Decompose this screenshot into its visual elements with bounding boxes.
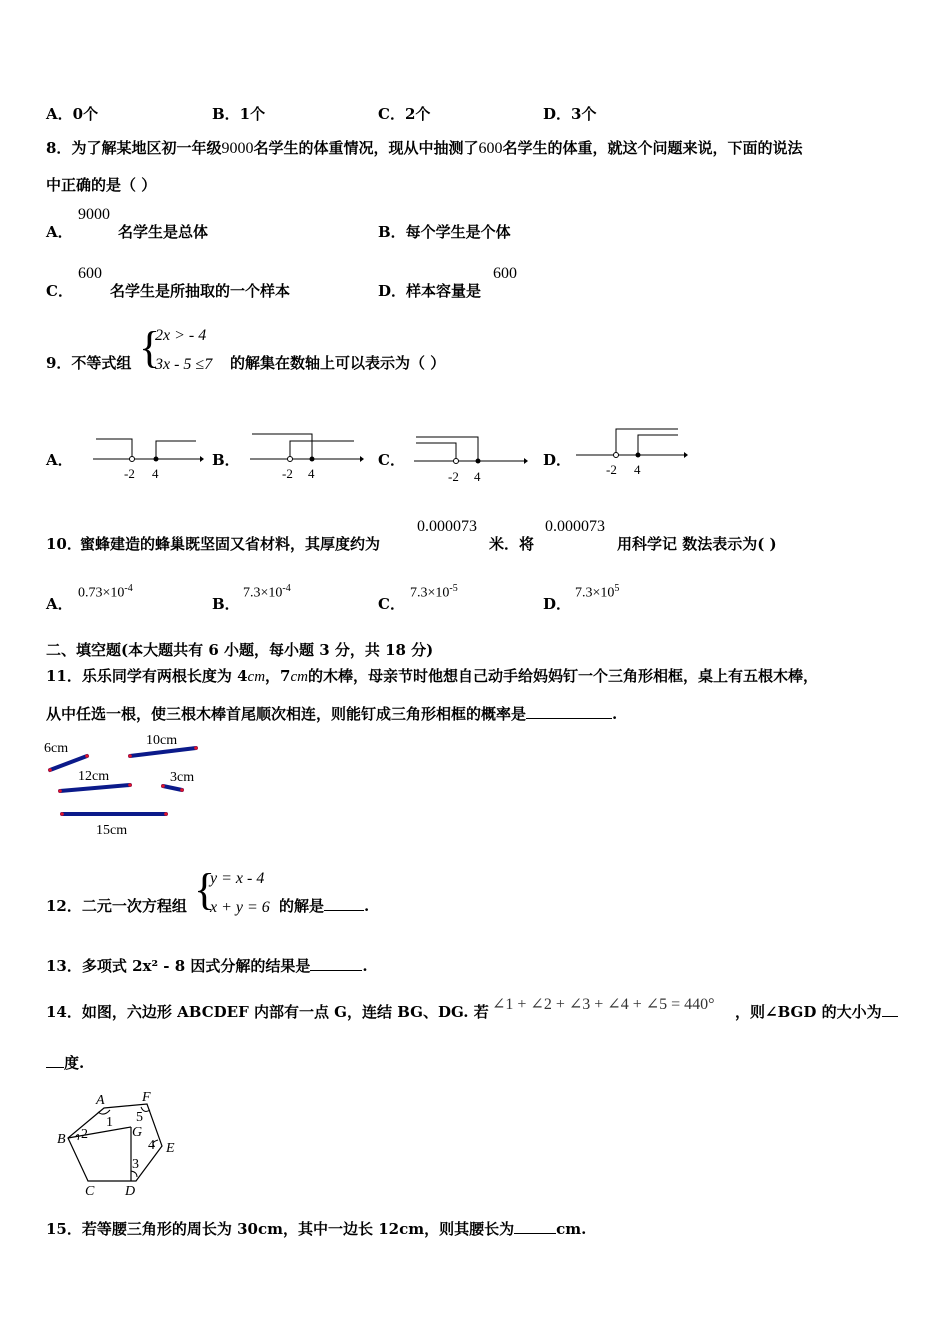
- q10-num2: 0.000073: [545, 518, 605, 535]
- q11-text-d: 从中任选一根，使三根木棒首尾顺次相连，则能钉成三角形相框的概率是: [46, 705, 527, 723]
- q9-brace-icon: {: [139, 323, 161, 372]
- stick-12cm: [60, 785, 130, 791]
- q10-option-c-exp: -5: [449, 583, 458, 594]
- q10-option-d-label: D．: [543, 595, 572, 613]
- q14-line2-end: 度.: [64, 1054, 85, 1072]
- q14-formula: ∠1 + ∠2 + ∠3 + ∠4 + ∠5 = 440°: [492, 996, 715, 1013]
- q12-eq2: x + y = 6: [210, 899, 270, 916]
- q12-end: .: [364, 897, 370, 915]
- q14-answer-blank-1[interactable]: [882, 1002, 898, 1017]
- stick-label-12cm: 12cm: [78, 769, 110, 784]
- q9-number-line-c: [410, 432, 530, 486]
- fig-angle-4: 4: [148, 1138, 155, 1153]
- stick-label-10cm: 10cm: [146, 733, 178, 748]
- q8-num2: 600: [478, 140, 503, 157]
- q9-a-tick-neg2: -2: [124, 466, 135, 481]
- q8-text-c: 名学生的体重，就这个问题来说，下面的说法: [502, 139, 803, 157]
- q8-option-c-label: C．: [46, 282, 73, 300]
- q9-number-line-b: [246, 428, 366, 484]
- q10-option-b-exp: -4: [282, 583, 291, 594]
- q9-text: 的解集在数轴上可以表示为（ ）: [230, 354, 446, 372]
- stick-label-15cm: 15cm: [96, 823, 128, 838]
- q11-text-a: 11．乐乐同学有两根长度为 4: [46, 667, 248, 685]
- q10-option-b-label: B．: [212, 595, 240, 613]
- q13-answer-blank[interactable]: [310, 956, 362, 971]
- q10-option-d-value: [575, 583, 619, 602]
- q12-text: 的解是: [279, 897, 325, 915]
- section-2-heading: 二、填空题(本大题共有 6 小题，每小题 3 分，共 18 分): [46, 641, 434, 659]
- fig-label-d: D: [125, 1184, 136, 1199]
- q11-text-b: ，7: [265, 667, 291, 685]
- q9-option-b-label: B．: [212, 451, 240, 469]
- q10-option-a-label: A．: [46, 595, 73, 613]
- q8-option-a-label: A．: [46, 223, 73, 241]
- fig-angle-3: 3: [132, 1157, 139, 1172]
- q12-tail: [279, 895, 369, 916]
- q11-unit-1: cm: [247, 669, 266, 685]
- q10-option-b-mant: 7.3×10: [243, 585, 283, 601]
- q12-number: 12．二元一次方程组: [46, 897, 187, 915]
- q8-option-d-num: 600: [493, 265, 517, 282]
- q14-text-a: 14．如图，六边形 ABCDEF 内部有一点 G，连结 BG、DG. 若: [46, 1003, 489, 1021]
- fig-angle-5: 5: [136, 1110, 143, 1125]
- q11-line1: [46, 665, 818, 686]
- q15-text-a: 15．若等腰三角形的周长为 30cm，其中一边长 12cm，则其腰长为: [46, 1220, 515, 1238]
- fig-angle-2: 2: [81, 1127, 88, 1142]
- q15-line: [46, 1218, 586, 1239]
- stick-3cm: [163, 786, 182, 790]
- stick-label-3cm: 3cm: [170, 770, 195, 785]
- q7-option-d: D．3个: [543, 105, 597, 123]
- q10-option-c-value: [410, 583, 458, 602]
- q15-answer-blank[interactable]: [514, 1219, 556, 1234]
- q13-end: .: [362, 957, 368, 975]
- q10-option-a-value: [78, 583, 133, 602]
- q11-sticks-figure: [40, 728, 220, 840]
- q10-text-a: 蜜蜂建造的蜂巢既坚固又省材料，其厚度约为: [80, 535, 381, 553]
- q10-option-b-value: [243, 583, 291, 602]
- fig-label-f: F: [142, 1090, 151, 1105]
- q9-c-tick-4: 4: [474, 469, 481, 484]
- q10-option-c-label: C．: [378, 595, 405, 613]
- q10-text-b: 米．将: [489, 535, 535, 553]
- q13-text: 13．多项式 2x² - 8 因式分解的结果是: [46, 957, 311, 975]
- q8-option-c-text: 名学生是所抽取的一个样本: [110, 282, 291, 300]
- q14-line2: [46, 1052, 84, 1073]
- q11-answer-blank[interactable]: [526, 704, 612, 719]
- q10-option-d-mant: 7.3×10: [575, 585, 615, 601]
- q9-option-a-label: A．: [46, 451, 73, 469]
- q11-text-c: 的木棒，母亲节时他想自己动手给妈妈钉一个三角形相框，桌上有五根木棒，: [307, 667, 818, 685]
- q8-option-c-num: 600: [78, 265, 102, 282]
- q11-unit-2: cm: [290, 669, 308, 685]
- q9-c-tick-neg2: -2: [448, 469, 459, 484]
- q7-option-c: C．2个: [378, 105, 431, 123]
- q10-num1: 0.000073: [417, 518, 477, 535]
- q8-num1: 9000: [221, 140, 254, 157]
- q9-a-tick-4: 4: [152, 466, 159, 481]
- q12-answer-blank[interactable]: [324, 896, 364, 911]
- q14-text-b: ，则∠BGD 的大小为: [735, 1003, 882, 1021]
- q14-hexagon-figure: [52, 1088, 187, 1200]
- q10-text-c: 用科学记 数法表示为( ): [617, 535, 777, 553]
- q8-text-a: 为了解某地区初一年级: [71, 139, 222, 157]
- q10-option-a-mant: 0.73×10: [78, 585, 125, 601]
- stick-10cm: [130, 748, 196, 756]
- q9-d-tick-4: 4: [634, 462, 641, 477]
- stick-6cm: [50, 756, 87, 770]
- q9-option-d-label: D．: [543, 451, 572, 469]
- q10-option-d-exp: 5: [614, 583, 620, 594]
- q10-number: 10．: [46, 535, 82, 553]
- q7-option-a: A．0个: [46, 105, 99, 123]
- q8-line2: 中正确的是（ ）: [46, 176, 157, 194]
- fig-label-c: C: [85, 1184, 95, 1199]
- q9-number-line-a: [88, 432, 204, 484]
- q9-option-c-label: C．: [378, 451, 405, 469]
- fig-angle-1: 1: [106, 1115, 113, 1130]
- q11-line2: [46, 703, 617, 724]
- q14-answer-blank-2[interactable]: [46, 1053, 64, 1068]
- q7-option-b: B．1个: [212, 105, 266, 123]
- fig-label-b: B: [57, 1132, 66, 1147]
- q15-text-b: cm.: [556, 1220, 587, 1238]
- q8-option-a-num: 9000: [78, 206, 110, 223]
- fig-label-a: A: [96, 1093, 105, 1108]
- q9-number-line-d: [572, 424, 690, 480]
- q12-brace-icon: {: [194, 865, 216, 914]
- q9-d-tick-neg2: -2: [606, 462, 617, 477]
- fig-label-e: E: [166, 1141, 175, 1156]
- q10-option-c-mant: 7.3×10: [410, 585, 450, 601]
- q8-option-a-text: 名学生是总体: [118, 223, 209, 241]
- q9-b-tick-4: 4: [308, 466, 315, 481]
- q8-option-d-text: D．样本容量是: [378, 282, 482, 300]
- q9-number: 9．不等式组: [46, 354, 132, 372]
- q10-option-a-exp: -4: [124, 583, 133, 594]
- q8-line1: [46, 137, 802, 158]
- q8-number: 8．: [46, 139, 72, 157]
- q8-option-b: B．每个学生是个体: [378, 223, 511, 241]
- q9-b-tick-neg2: -2: [282, 466, 293, 481]
- stick-label-6cm: 6cm: [44, 741, 69, 756]
- q12-eq1: y = x - 4: [210, 870, 265, 887]
- q9-eq1: 2x > - 4: [155, 327, 207, 344]
- q11-end: .: [612, 705, 618, 723]
- fig-label-g: G: [132, 1125, 143, 1140]
- q14-line1-tail: [735, 1001, 898, 1022]
- q9-eq2: 3x - 5 ≤7: [155, 356, 213, 373]
- q8-text-b: 名学生的体重情况，现从中抽测了: [253, 139, 479, 157]
- q13-line: [46, 955, 368, 976]
